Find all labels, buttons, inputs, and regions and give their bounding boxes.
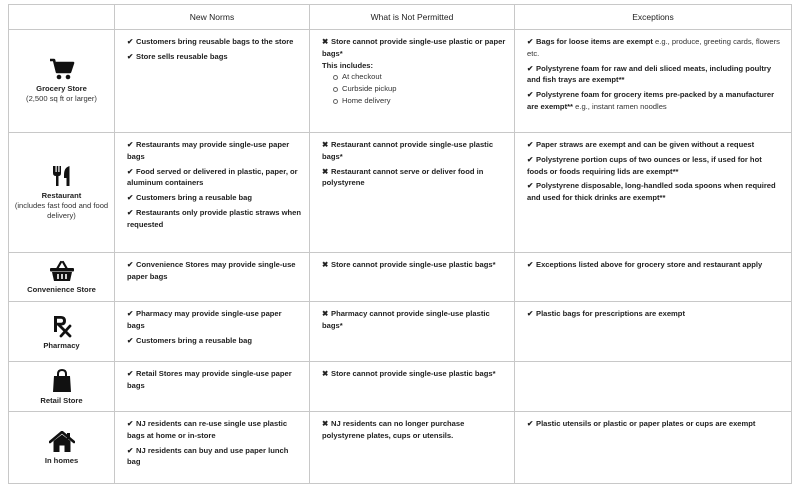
exception-item: ✔ Plastic utensils or plastic or paper plates or cups are exempt: [527, 419, 756, 428]
list-item: Curbside pickup: [342, 83, 506, 95]
header-blank: [9, 5, 115, 30]
header-not-permitted: What is Not Permitted: [310, 5, 515, 30]
norm-item: ✔ Food served or delivered in plastic, paper, or aluminum containers: [127, 166, 298, 188]
category-name: Grocery Store: [36, 84, 87, 94]
category-pharmacy: [9, 302, 115, 362]
category-name: Convenience Store: [27, 285, 96, 294]
norm-item: ✔ Convenience Stores may provide single-use paper bags: [127, 260, 296, 281]
list-item: Home delivery: [342, 95, 506, 107]
exception-item: ✔ Polystyrene foam for raw and deli sliced meats, including poultry and fish trays are exempt**: [527, 63, 772, 85]
not-permitted-item: ✖ Store cannot provide single-use plastic bags*: [322, 260, 496, 269]
norms-cell: [115, 302, 310, 362]
house-icon: [49, 431, 75, 453]
norms-cell: [115, 133, 310, 253]
norms-cell: [115, 253, 310, 302]
category-grocery: [9, 30, 115, 133]
exception-item: ✔ Polystyrene disposable, long-handled soda spoons when required and used for thick drinks are exempt**: [527, 181, 776, 203]
exception-item: ✔ Plastic bags for prescriptions are exempt: [527, 309, 685, 318]
not-permitted-cell: [310, 362, 515, 412]
table-row: [9, 133, 792, 253]
category-name: Retail Store: [40, 395, 83, 405]
table-row: [9, 302, 792, 362]
not-permitted-cell: [310, 302, 515, 362]
norm-item: ✔ Customers bring a reusable bag: [127, 193, 253, 203]
table-row: [9, 30, 792, 133]
not-permitted-cell: [310, 133, 515, 253]
not-permitted-item: ✖ Restaurant cannot serve or deliver food in polystyrene: [322, 166, 484, 188]
norm-item: ✔ NJ residents can buy and use paper lunch bag: [127, 445, 289, 467]
exception-item: ✔ Exceptions listed above for grocery store and restaurant apply: [527, 260, 763, 269]
category-homes: [9, 412, 115, 484]
category-name: Pharmacy: [43, 340, 80, 350]
norm-item: ✔ Restaurants may provide single-use paper bags: [127, 140, 290, 161]
exceptions-cell: [515, 412, 792, 484]
norm-item: ✔ Store sells reusable bags: [127, 51, 228, 61]
not-permitted-cell: [310, 30, 515, 133]
category-sub: (includes fast food and food delivery): [14, 200, 109, 220]
category-sub: (2,500 sq ft or larger): [26, 94, 97, 104]
exception-item: ✔ Paper straws are exempt and can be given without a request: [527, 140, 755, 149]
includes-list: [322, 71, 506, 106]
category-name: Restaurant: [41, 190, 82, 200]
exception-item: ✔ Polystyrene foam for grocery items pre-packed by a manufacturer are exempt** e.g., instant ramen noodles: [527, 90, 775, 111]
not-permitted-item: ✖ Restaurant cannot provide single-use plastic bags*: [322, 140, 494, 161]
not-permitted-cell: [310, 412, 515, 484]
norm-item: ✔ Pharmacy may provide single-use paper bags: [127, 309, 282, 330]
regulations-table: [8, 4, 792, 484]
norm-item: ✔ Restaurants only provide plastic straws when requested: [127, 207, 302, 229]
rx-icon: [51, 314, 73, 338]
category-name: In homes: [44, 455, 79, 465]
category-retail: [9, 362, 115, 412]
header-exceptions: Exceptions: [515, 5, 792, 30]
header-new-norms: New Norms: [115, 5, 310, 30]
includes-label: This includes:: [322, 60, 374, 70]
shopping-bag-icon: [52, 369, 72, 393]
header-row: [9, 5, 792, 30]
category-restaurant: [9, 133, 115, 253]
norm-item: ✔ NJ residents can re-use single use plastic bags at home or in-store: [127, 419, 288, 440]
not-permitted-item: ✖ Store cannot provide single-use plastic bags*: [322, 369, 496, 378]
table-row: [9, 362, 792, 412]
norm-item: ✔ Customers bring a reusable bag: [127, 335, 253, 345]
exceptions-cell: [515, 253, 792, 302]
norm-item: ✔ Retail Stores may provide single-use paper bags: [127, 369, 292, 390]
norm-item: ✔ Customers bring reusable bags to the store: [127, 37, 294, 46]
list-item: At checkout: [342, 71, 506, 83]
not-permitted-cell: [310, 253, 515, 302]
norms-cell: [115, 362, 310, 412]
table-row: [9, 253, 792, 302]
category-convenience: [9, 253, 115, 302]
exceptions-cell: [515, 302, 792, 362]
not-permitted-item: ✖ Store cannot provide single-use plastic or paper bags*: [322, 37, 506, 58]
norms-cell: [115, 412, 310, 484]
norms-cell: [115, 30, 310, 133]
cart-icon: [49, 57, 75, 81]
exceptions-cell: [515, 30, 792, 133]
not-permitted-item: ✖ NJ residents can no longer purchase polystyrene plates, cups or utensils.: [322, 419, 465, 440]
exception-item: ✔ Polystyrene portion cups of two ounces or less, if used for hot foods or foods requiring lids are exempt**: [527, 154, 762, 176]
table-row: [9, 412, 792, 484]
utensils-icon: [50, 164, 74, 188]
exception-item: ✔ Bags for loose items are exempt e.g., produce, greeting cards, flowers etc.: [527, 37, 780, 58]
not-permitted-item: ✖ Pharmacy cannot provide single-use plastic bags*: [322, 309, 490, 330]
exceptions-cell: [515, 133, 792, 253]
exceptions-cell: [515, 362, 792, 412]
basket-icon: [49, 260, 75, 282]
